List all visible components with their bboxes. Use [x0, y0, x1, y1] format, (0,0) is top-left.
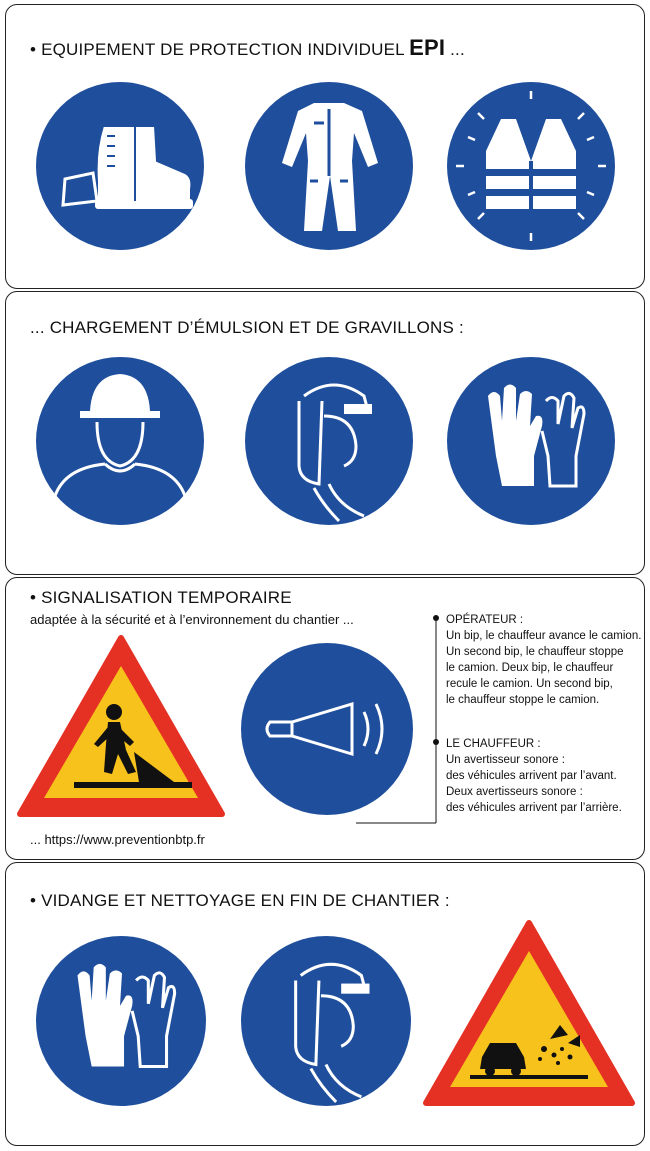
panel-signalisation-subtitle: adaptée à la sécurité et à l’environnement du chantier ... — [30, 612, 354, 627]
operator-line: recule le camion. Un second bip, — [446, 678, 613, 690]
panel-epi-title — [30, 35, 465, 61]
panel-chargement — [5, 291, 645, 575]
roadworks-warning-icon — [14, 632, 228, 822]
title-prefix: • EQUIPEMENT DE PROTECTION INDIVIDUEL — [30, 40, 410, 59]
callout-lines — [356, 608, 446, 828]
gravel-projection-warning-icon — [420, 917, 638, 1111]
protective-gloves-icon — [35, 935, 207, 1107]
operator-heading: OPÉRATEUR : — [446, 614, 524, 626]
safety-boot-icon — [35, 81, 205, 251]
panel-epi — [5, 4, 645, 289]
title-suffix: ... — [445, 40, 465, 59]
operator-line: Un bip, le chauffeur avance le camion. — [446, 630, 642, 642]
driver-line: Deux avertisseurs sonore : — [446, 786, 583, 798]
title-emphasis: EPI — [409, 35, 446, 60]
face-shield-icon — [244, 356, 414, 526]
operator-line: le chauffeur stoppe le camion. — [446, 694, 600, 706]
operator-line: Un second bip, le chauffeur stoppe — [446, 646, 624, 658]
panel-signalisation-title: • SIGNALISATION TEMPORAIRE — [30, 588, 292, 607]
driver-heading: LE CHAUFFEUR : — [446, 738, 541, 750]
operator-note — [446, 612, 641, 708]
face-shield-icon — [240, 935, 412, 1107]
hard-hat-icon — [35, 356, 205, 526]
panel-signalisation — [5, 577, 645, 860]
protective-gloves-icon — [446, 356, 616, 526]
panel-chargement-title: ... CHARGEMENT D’ÉMULSION ET DE GRAVILLONS : — [30, 318, 464, 337]
coverall-icon — [244, 81, 414, 251]
panel-vidange-title: • VIDANGE ET NETTOYAGE EN FIN DE CHANTIER : — [30, 891, 450, 910]
operator-line: le camion. Deux bip, le chauffeur — [446, 662, 614, 674]
high-visibility-vest-icon — [446, 81, 616, 251]
driver-note — [446, 736, 622, 816]
driver-line: des véhicules arrivent par l’avant. — [446, 770, 617, 782]
panel-vidange — [5, 862, 645, 1146]
prevention-link[interactable]: ... https://www.preventionbtp.fr — [30, 832, 205, 847]
driver-line: Un avertisseur sonore : — [446, 754, 565, 766]
driver-line: des véhicules arrivent par l’arrière. — [446, 802, 622, 814]
